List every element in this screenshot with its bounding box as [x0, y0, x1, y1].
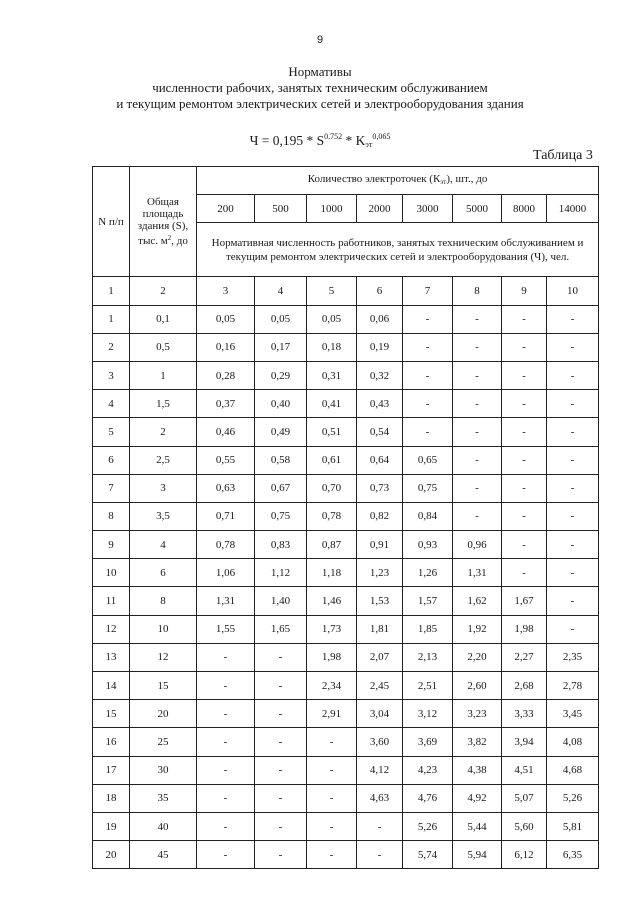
table-cell: -: [255, 728, 307, 756]
table-cell: 14: [93, 672, 130, 700]
table-cell: 8: [130, 587, 197, 615]
table-cell: 0,19: [357, 333, 403, 361]
table-cell: 2,35: [547, 643, 599, 671]
table-cell: -: [547, 531, 599, 559]
column-number-cell: 7: [403, 277, 453, 305]
table-cell: 1,57: [403, 587, 453, 615]
table-cell: 18: [93, 784, 130, 812]
table-cell: -: [255, 784, 307, 812]
table-cell: 15: [93, 700, 130, 728]
table-cell: 6: [130, 559, 197, 587]
table-cell: -: [197, 756, 255, 784]
table-cell: 2,34: [307, 672, 357, 700]
table-cell: 1,46: [307, 587, 357, 615]
points-header-cell: 200: [197, 195, 255, 223]
table-row: [93, 333, 599, 361]
table-cell: 0,75: [403, 474, 453, 502]
table-cell: 1,18: [307, 559, 357, 587]
table-cell: -: [403, 418, 453, 446]
table-cell: -: [547, 446, 599, 474]
table-cell: 0,05: [197, 305, 255, 333]
table-cell: 0,64: [357, 446, 403, 474]
table-cell: 0,40: [255, 390, 307, 418]
table-cell: 8: [93, 502, 130, 530]
column-number-cell: 8: [453, 277, 502, 305]
table-cell: -: [197, 672, 255, 700]
table-cell: 40: [130, 812, 197, 840]
table-cell: 30: [130, 756, 197, 784]
table-cell: 5,81: [547, 812, 599, 840]
table-cell: 10: [93, 559, 130, 587]
table-cell: 0,67: [255, 474, 307, 502]
table-cell: 0,61: [307, 446, 357, 474]
table-cell: 6,12: [502, 841, 547, 869]
table-cell: -: [453, 502, 502, 530]
table-cell: 25: [130, 728, 197, 756]
table-cell: 0,96: [453, 531, 502, 559]
table-cell: -: [403, 333, 453, 361]
column-number-cell: 5: [307, 277, 357, 305]
column-numbers-row: [93, 277, 599, 305]
table-cell: 4,08: [547, 728, 599, 756]
table-cell: -: [547, 615, 599, 643]
table-cell: -: [403, 361, 453, 389]
table-cell: 0,41: [307, 390, 357, 418]
table-cell: -: [502, 559, 547, 587]
table-cell: 3: [93, 361, 130, 389]
table-row: [93, 361, 599, 389]
table-row: [93, 615, 599, 643]
points-header-cell: 3000: [403, 195, 453, 223]
table-cell: 1: [93, 305, 130, 333]
table-cell: -: [403, 305, 453, 333]
table-cell: 20: [130, 700, 197, 728]
table-cell: 1,31: [453, 559, 502, 587]
table-cell: -: [547, 333, 599, 361]
title-line-1: Нормативы: [288, 64, 352, 79]
table-cell: -: [502, 390, 547, 418]
table-cell: 3: [130, 474, 197, 502]
table-cell: 2,20: [453, 643, 502, 671]
table-row: [93, 784, 599, 812]
table-cell: 3,60: [357, 728, 403, 756]
header-area: [130, 167, 197, 277]
table-cell: 0,93: [403, 531, 453, 559]
table-row: [93, 502, 599, 530]
table-cell: 0,84: [403, 502, 453, 530]
table-row: [93, 474, 599, 502]
table-cell: 4,51: [502, 756, 547, 784]
table-cell: 35: [130, 784, 197, 812]
table-cell: -: [197, 812, 255, 840]
table-cell: 2,45: [357, 672, 403, 700]
table-cell: 1,73: [307, 615, 357, 643]
document-title: [0, 64, 640, 112]
table-cell: 4,63: [357, 784, 403, 812]
table-cell: 2: [93, 333, 130, 361]
table-cell: 12: [93, 615, 130, 643]
table-cell: 2,91: [307, 700, 357, 728]
table-row: [93, 812, 599, 840]
table-cell: 5,60: [502, 812, 547, 840]
points-header-cell: 8000: [502, 195, 547, 223]
table-cell: 3,82: [453, 728, 502, 756]
column-number-cell: 9: [502, 277, 547, 305]
table-cell: 4,68: [547, 756, 599, 784]
table-label: Таблица 3: [533, 148, 593, 163]
table-row: [93, 672, 599, 700]
table-cell: -: [255, 812, 307, 840]
table-cell: 3,12: [403, 700, 453, 728]
table-cell: 3,04: [357, 700, 403, 728]
table-row: [93, 446, 599, 474]
table-cell: -: [453, 305, 502, 333]
table-cell: -: [547, 361, 599, 389]
formula-exp-k: 0,065: [372, 132, 391, 141]
page-number: 9: [316, 34, 324, 46]
table-cell: 0,87: [307, 531, 357, 559]
table-cell: -: [403, 390, 453, 418]
table-cell: 20: [93, 841, 130, 869]
table-cell: -: [197, 784, 255, 812]
header-area-suffix: , до: [171, 235, 188, 248]
table-cell: -: [307, 756, 357, 784]
header-area-line: Общая: [147, 196, 179, 209]
table-cell: -: [547, 390, 599, 418]
table-cell: -: [502, 305, 547, 333]
table-cell: -: [453, 418, 502, 446]
column-number-cell: 3: [197, 277, 255, 305]
header-points-suffix: ), шт., до: [446, 173, 488, 186]
title-line-2: численности рабочих, занятых техническим обслуживанием: [152, 80, 488, 95]
header-norm: Нормативная численность работников, занятых техническим обслуживанием и текущим ремонтом электрических сетей и электрооборудования (Ч), чел.: [197, 223, 599, 277]
table-cell: 2,07: [357, 643, 403, 671]
table-row: [93, 756, 599, 784]
table-cell: 1,65: [255, 615, 307, 643]
table-cell: 5,94: [453, 841, 502, 869]
table-row: [93, 418, 599, 446]
table-cell: 0,37: [197, 390, 255, 418]
table-cell: -: [453, 333, 502, 361]
table-row: [93, 305, 599, 333]
header-area-line: площадь: [142, 208, 184, 221]
table-cell: -: [547, 474, 599, 502]
table-cell: 1,06: [197, 559, 255, 587]
table-row: [93, 841, 599, 869]
table-cell: -: [255, 643, 307, 671]
table-cell: 0,05: [255, 305, 307, 333]
table-cell: -: [307, 812, 357, 840]
table-cell: 6,35: [547, 841, 599, 869]
table-cell: -: [502, 474, 547, 502]
table-cell: 0,65: [403, 446, 453, 474]
table-cell: -: [502, 361, 547, 389]
table-cell: 0,1: [130, 305, 197, 333]
header-area-unit: тыс. м: [138, 235, 168, 248]
table-cell: 0,78: [197, 531, 255, 559]
table-cell: 1,67: [502, 587, 547, 615]
header-area-line: здания (S),: [137, 220, 189, 233]
header-area-unit-sup: 2: [167, 234, 172, 243]
table-cell: -: [453, 446, 502, 474]
table-cell: 6: [93, 446, 130, 474]
table-cell: 0,73: [357, 474, 403, 502]
table-cell: 1,98: [307, 643, 357, 671]
table-row: [93, 643, 599, 671]
norms-table: [92, 166, 599, 869]
table-cell: -: [502, 531, 547, 559]
table-cell: 1,85: [403, 615, 453, 643]
table-cell: 1,62: [453, 587, 502, 615]
table-cell: 0,46: [197, 418, 255, 446]
table-cell: -: [502, 446, 547, 474]
table-cell: 2,27: [502, 643, 547, 671]
table-cell: 0,28: [197, 361, 255, 389]
table-cell: -: [255, 756, 307, 784]
table-row: [93, 587, 599, 615]
table-cell: 4,12: [357, 756, 403, 784]
table-cell: 4,23: [403, 756, 453, 784]
table-row: [93, 531, 599, 559]
table-cell: -: [307, 784, 357, 812]
table-cell: 0,51: [307, 418, 357, 446]
table-cell: 3,69: [403, 728, 453, 756]
table-cell: 0,70: [307, 474, 357, 502]
table-cell: 11: [93, 587, 130, 615]
table-cell: 5,26: [547, 784, 599, 812]
table-cell: 2,51: [403, 672, 453, 700]
table-cell: 45: [130, 841, 197, 869]
header-num: N п/п: [93, 167, 130, 277]
table-cell: 0,78: [307, 502, 357, 530]
table-cell: -: [547, 559, 599, 587]
table-cell: 5,44: [453, 812, 502, 840]
formula: [0, 132, 640, 149]
formula-lhs: Ч = 0,195 * S: [249, 133, 325, 148]
table-cell: -: [197, 728, 255, 756]
table-cell: -: [197, 700, 255, 728]
table-row: [93, 700, 599, 728]
table-cell: 13: [93, 643, 130, 671]
points-header-cell: 2000: [357, 195, 403, 223]
table-cell: -: [357, 812, 403, 840]
table-cell: 4: [93, 390, 130, 418]
table-cell: 0,55: [197, 446, 255, 474]
table-cell: 0,75: [255, 502, 307, 530]
table-cell: 0,58: [255, 446, 307, 474]
table-cell: 2: [130, 418, 197, 446]
header-points: [197, 167, 599, 195]
table-cell: 9: [93, 531, 130, 559]
table-cell: 15: [130, 672, 197, 700]
table-cell: 0,83: [255, 531, 307, 559]
table-cell: 10: [130, 615, 197, 643]
table-cell: 12: [130, 643, 197, 671]
table-cell: -: [547, 502, 599, 530]
table-cell: 4,76: [403, 784, 453, 812]
table-cell: 19: [93, 812, 130, 840]
table-cell: -: [307, 728, 357, 756]
table-cell: 1,53: [357, 587, 403, 615]
table-cell: 1,31: [197, 587, 255, 615]
table-cell: -: [547, 305, 599, 333]
table-cell: 4: [130, 531, 197, 559]
table-cell: -: [547, 587, 599, 615]
table-cell: 0,54: [357, 418, 403, 446]
table-cell: -: [453, 474, 502, 502]
column-number-cell: 1: [93, 277, 130, 305]
table-cell: 5,74: [403, 841, 453, 869]
column-number-cell: 6: [357, 277, 403, 305]
table-cell: 0,5: [130, 333, 197, 361]
table-cell: 17: [93, 756, 130, 784]
table-cell: -: [502, 502, 547, 530]
table-cell: 5,07: [502, 784, 547, 812]
table-cell: -: [502, 333, 547, 361]
table-cell: 5,26: [403, 812, 453, 840]
table-cell: 2,5: [130, 446, 197, 474]
table-cell: 0,18: [307, 333, 357, 361]
table-cell: 0,17: [255, 333, 307, 361]
table-cell: 2,68: [502, 672, 547, 700]
table-cell: 1,92: [453, 615, 502, 643]
column-number-cell: 2: [130, 277, 197, 305]
table-cell: -: [453, 390, 502, 418]
table-cell: 0,29: [255, 361, 307, 389]
table-cell: 0,16: [197, 333, 255, 361]
header-points-prefix: Количество электроточек (К: [307, 173, 441, 186]
table-cell: -: [453, 361, 502, 389]
table-cell: 7: [93, 474, 130, 502]
formula-sub-k: эт: [365, 140, 373, 149]
table-cell: -: [197, 643, 255, 671]
table-cell: 1,40: [255, 587, 307, 615]
formula-exp-s: 0.752: [324, 132, 343, 141]
table-cell: 2,78: [547, 672, 599, 700]
column-number-cell: 10: [547, 277, 599, 305]
table-cell: -: [255, 672, 307, 700]
column-number-cell: 4: [255, 277, 307, 305]
table-cell: 0,49: [255, 418, 307, 446]
table-cell: 4,38: [453, 756, 502, 784]
table-cell: 1: [130, 361, 197, 389]
points-header-cell: 500: [255, 195, 307, 223]
points-header-cell: 14000: [547, 195, 599, 223]
table-cell: 2,13: [403, 643, 453, 671]
table-cell: 3,23: [453, 700, 502, 728]
table-cell: 0,82: [357, 502, 403, 530]
title-line-3: и текущим ремонтом электрических сетей и электрооборудования здания: [116, 96, 524, 111]
table-cell: -: [255, 700, 307, 728]
table-cell: -: [197, 841, 255, 869]
points-header-cell: 1000: [307, 195, 357, 223]
table-cell: 1,98: [502, 615, 547, 643]
table-cell: 1,26: [403, 559, 453, 587]
table-cell: 1,5: [130, 390, 197, 418]
table-cell: 1,12: [255, 559, 307, 587]
table-cell: 0,06: [357, 305, 403, 333]
table-cell: 4,92: [453, 784, 502, 812]
table-cell: 0,32: [357, 361, 403, 389]
table-cell: 0,05: [307, 305, 357, 333]
table-cell: 1,23: [357, 559, 403, 587]
table-cell: 0,91: [357, 531, 403, 559]
table-cell: -: [255, 841, 307, 869]
header-points-sub: эт: [440, 178, 447, 187]
table-cell: 2,60: [453, 672, 502, 700]
table-row: [93, 728, 599, 756]
table-cell: 1,55: [197, 615, 255, 643]
table-cell: 3,94: [502, 728, 547, 756]
table-cell: 16: [93, 728, 130, 756]
table-cell: 3,45: [547, 700, 599, 728]
table-cell: -: [547, 418, 599, 446]
norms-body: [93, 305, 599, 869]
table-row: [93, 559, 599, 587]
table-cell: 1,81: [357, 615, 403, 643]
formula-mid: * K: [342, 133, 366, 148]
table-cell: 0,71: [197, 502, 255, 530]
points-header-cell: 5000: [453, 195, 502, 223]
table-cell: -: [502, 418, 547, 446]
table-cell: -: [357, 841, 403, 869]
table-cell: 0,43: [357, 390, 403, 418]
header-area-line: [130, 232, 196, 247]
table-cell: 0,63: [197, 474, 255, 502]
table-row: [93, 390, 599, 418]
table-cell: 3,5: [130, 502, 197, 530]
table-cell: 5: [93, 418, 130, 446]
table-cell: -: [307, 841, 357, 869]
table-cell: 0,31: [307, 361, 357, 389]
table-cell: 3,33: [502, 700, 547, 728]
